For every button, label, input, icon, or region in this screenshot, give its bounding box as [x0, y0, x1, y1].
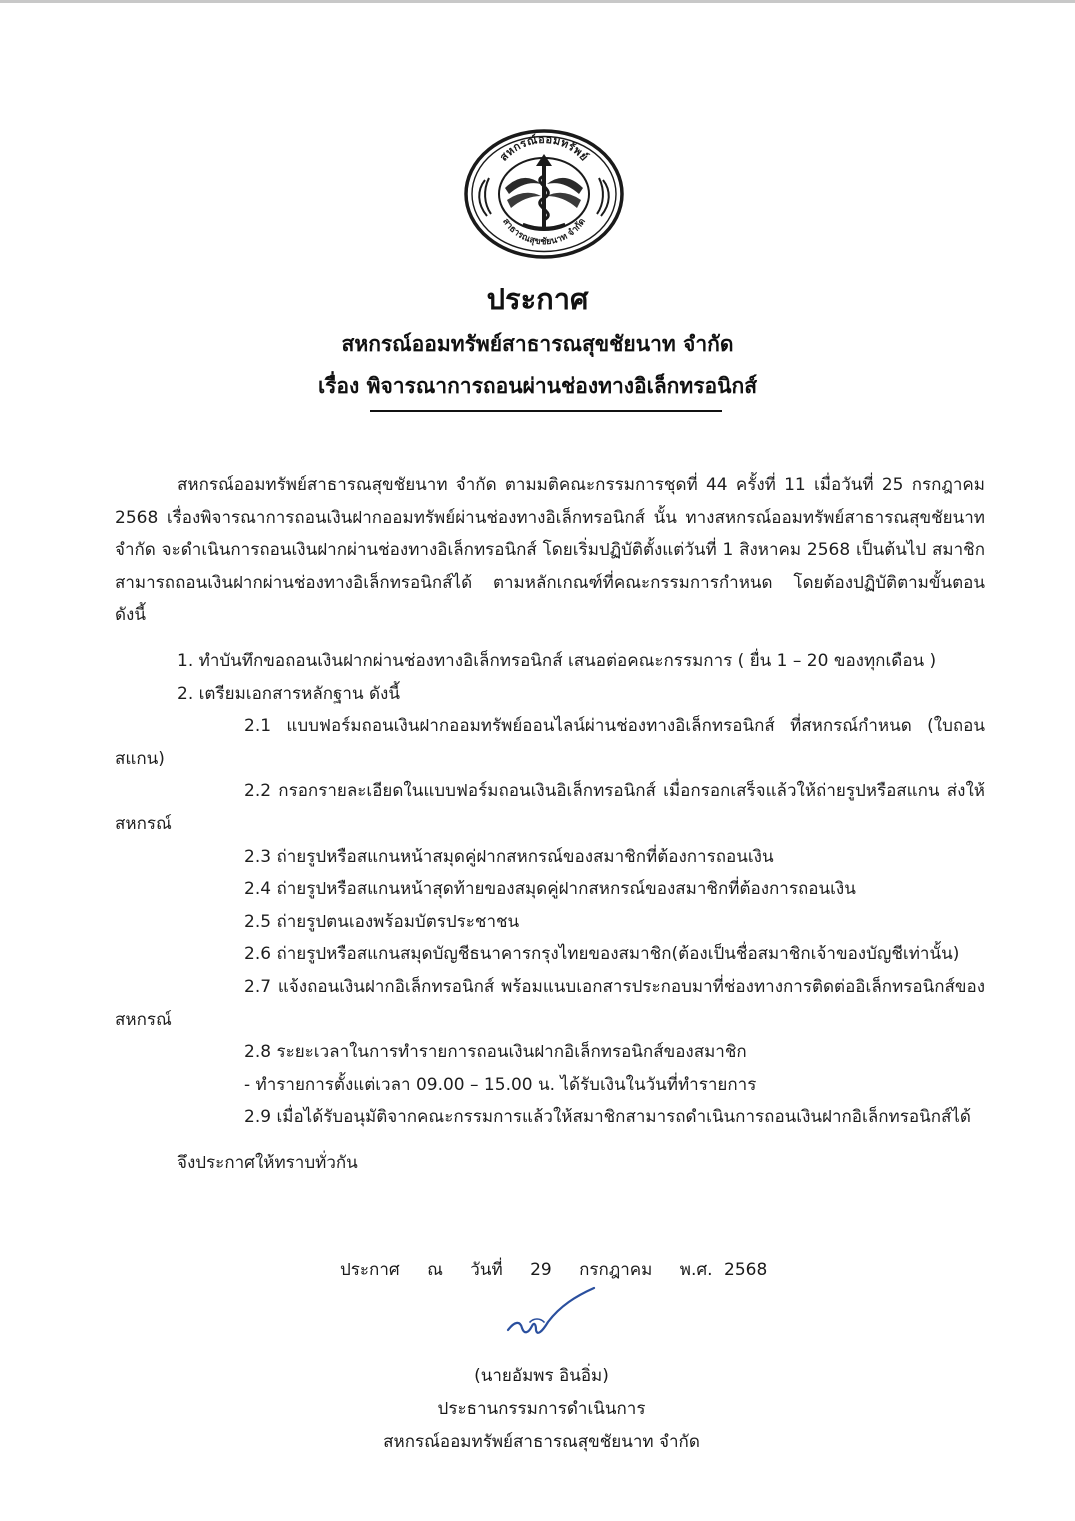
date-day: 29 [530, 1260, 552, 1280]
sub-item-2-2: 2.2 กรอกรายละเอียดในแบบฟอร์มถอนเงินอิเล็กทรอนิกส์ เมื่อกรอกเสร็จแล้วให้ถ่ายรูปหรือสแกน ส่งให้สหกรณ์ [115, 781, 985, 834]
heading-underline [370, 410, 722, 412]
step-2: 2. เตรียมเอกสารหลักฐาน ดังนี้ [177, 683, 400, 704]
sub-item-2-4: 2.4 ถ่ายรูปหรือสแกนหน้าสุดท้ายของสมุดคู่ฝากสหกรณ์ของสมาชิกที่ต้องการถอนเงิน [244, 879, 856, 900]
sub-item-2-5: 2.5 ถ่ายรูปตนเองพร้อมบัตรประชาชน [244, 911, 520, 932]
signatory-position: ประธานกรรมการดำเนินการ [437, 1399, 646, 1419]
announcement-body [115, 469, 985, 1179]
seal-bottom-text: สาธารณสุขชัยนาท จำกัด [500, 216, 588, 248]
date-prefix: ประกาศ [340, 1260, 400, 1280]
sub-item-2-9: 2.9 เมื่อได้รับอนุมัติจากคณะกรรมการแล้วให้สมาชิกสามารถดำเนินการถอนเงินฝากอิเล็กทรอนิกส์ได้ [244, 1107, 971, 1128]
sub-item-2-7: 2.7 แจ้งถอนเงินฝากอิเล็กทรอนิกส์ พร้อมแนบเอกสารประกอบมาที่ช่องทางการติดต่ออิเล็กทรอนิกส์ของสหกรณ์ [115, 976, 985, 1030]
sub-item-2-3: 2.3 ถ่ายรูปหรือสแกนหน้าสมุดคู่ฝากสหกรณ์ของสมาชิกที่ต้องการถอนเงิน [244, 846, 774, 867]
sub-item-2-1: 2.1 แบบฟอร์มถอนเงินฝากออมทรัพย์ออนไลน์ผ่านช่องทางอิเล็กทรอนิกส์ ที่สหกรณ์กำหนด (ใบถอนสแกน) [115, 716, 985, 769]
announcement-date [340, 1257, 790, 1283]
signatory-block [0, 1360, 1075, 1459]
sub-item-2-6: 2.6 ถ่ายรูปหรือสแกนสมุดบัญชีธนาคารกรุงไทยของสมาชิก(ต้องเป็นชื่อสมาชิกเจ้าของบัญชีเท่านั้น) [244, 944, 960, 965]
subject-heading: เรื่อง พิจารณาการถอนผ่านช่องทางอิเล็กทรอนิกส์ [317, 374, 758, 398]
signatory-name: (นายอัมพร อินอิ่ม) [474, 1366, 609, 1386]
sub-item-2-8: 2.8 ระยะเวลาในการทำรายการถอนเงินฝากอิเล็กทรอนิกส์ของสมาชิก [244, 1042, 747, 1063]
date-day-label: วันที่ [470, 1260, 503, 1280]
date-year: 2568 [724, 1260, 768, 1280]
handwritten-signature [500, 1282, 610, 1342]
announcement-title: ประกาศ [486, 282, 589, 316]
signatory-organization: สหกรณ์ออมทรัพย์สาธารณสุขชัยนาท จำกัด [383, 1432, 700, 1452]
cooperative-seal [463, 128, 625, 260]
organization-heading: สหกรณ์ออมทรัพย์สาธารณสุขชัยนาท จำกัด [341, 332, 734, 356]
date-era: พ.ศ. [679, 1260, 713, 1280]
step-1: 1. ทำบันทึกขอถอนเงินฝากผ่านช่องทางอิเล็กทรอนิกส์ เสนอต่อคณะกรรมการ ( ยื่น 1 – 20 ของทุกเดือน ) [177, 650, 937, 671]
intro-paragraph: สหกรณ์ออมทรัพย์สาธารณสุขชัยนาท จำกัด ตามมติคณะกรรมการชุดที่ 44 ครั้งที่ 11 เมื่อวันที่ 25 กรกฎาคม 2568 เรื่องพิจารณาการถอนเงินฝากออมทรัพย์ผ่านช่องทางอิเล็กทรอนิกส์ นั้น ทางสหกรณ์ออมทรัพย์สาธารณสุขชัยนาท จำกัด จะดำเนินการถอนเงินฝากผ่านช่องทางอิเล็กทรอนิกส์ โดยเริ่มปฏิบัติตั้งแต่วันที่ 1 สิงหาคม 2568 เป็นต้นไป สมาชิกสามารถถอนเงินฝากผ่านช่องทางอิเล็กทรอนิกส์ได้ ตามหลักเกณฑ์ที่คณะกรรมการกำหนด โดยต้องปฏิบัติตามขั้นตอนดังนี้ [115, 475, 985, 626]
closing-statement: จึงประกาศให้ทราบทั่วกัน [177, 1152, 358, 1173]
time-note: - ทำรายการตั้งแต่เวลา 09.00 – 15.00 น. ได้รับเงินในวันที่ทำรายการ [244, 1074, 757, 1095]
scan-edge [0, 0, 1075, 3]
seal-top-text: สหกรณ์ออมทรัพย์ [497, 132, 591, 164]
date-at: ณ [427, 1260, 443, 1280]
date-month: กรกฎาคม [579, 1260, 653, 1280]
